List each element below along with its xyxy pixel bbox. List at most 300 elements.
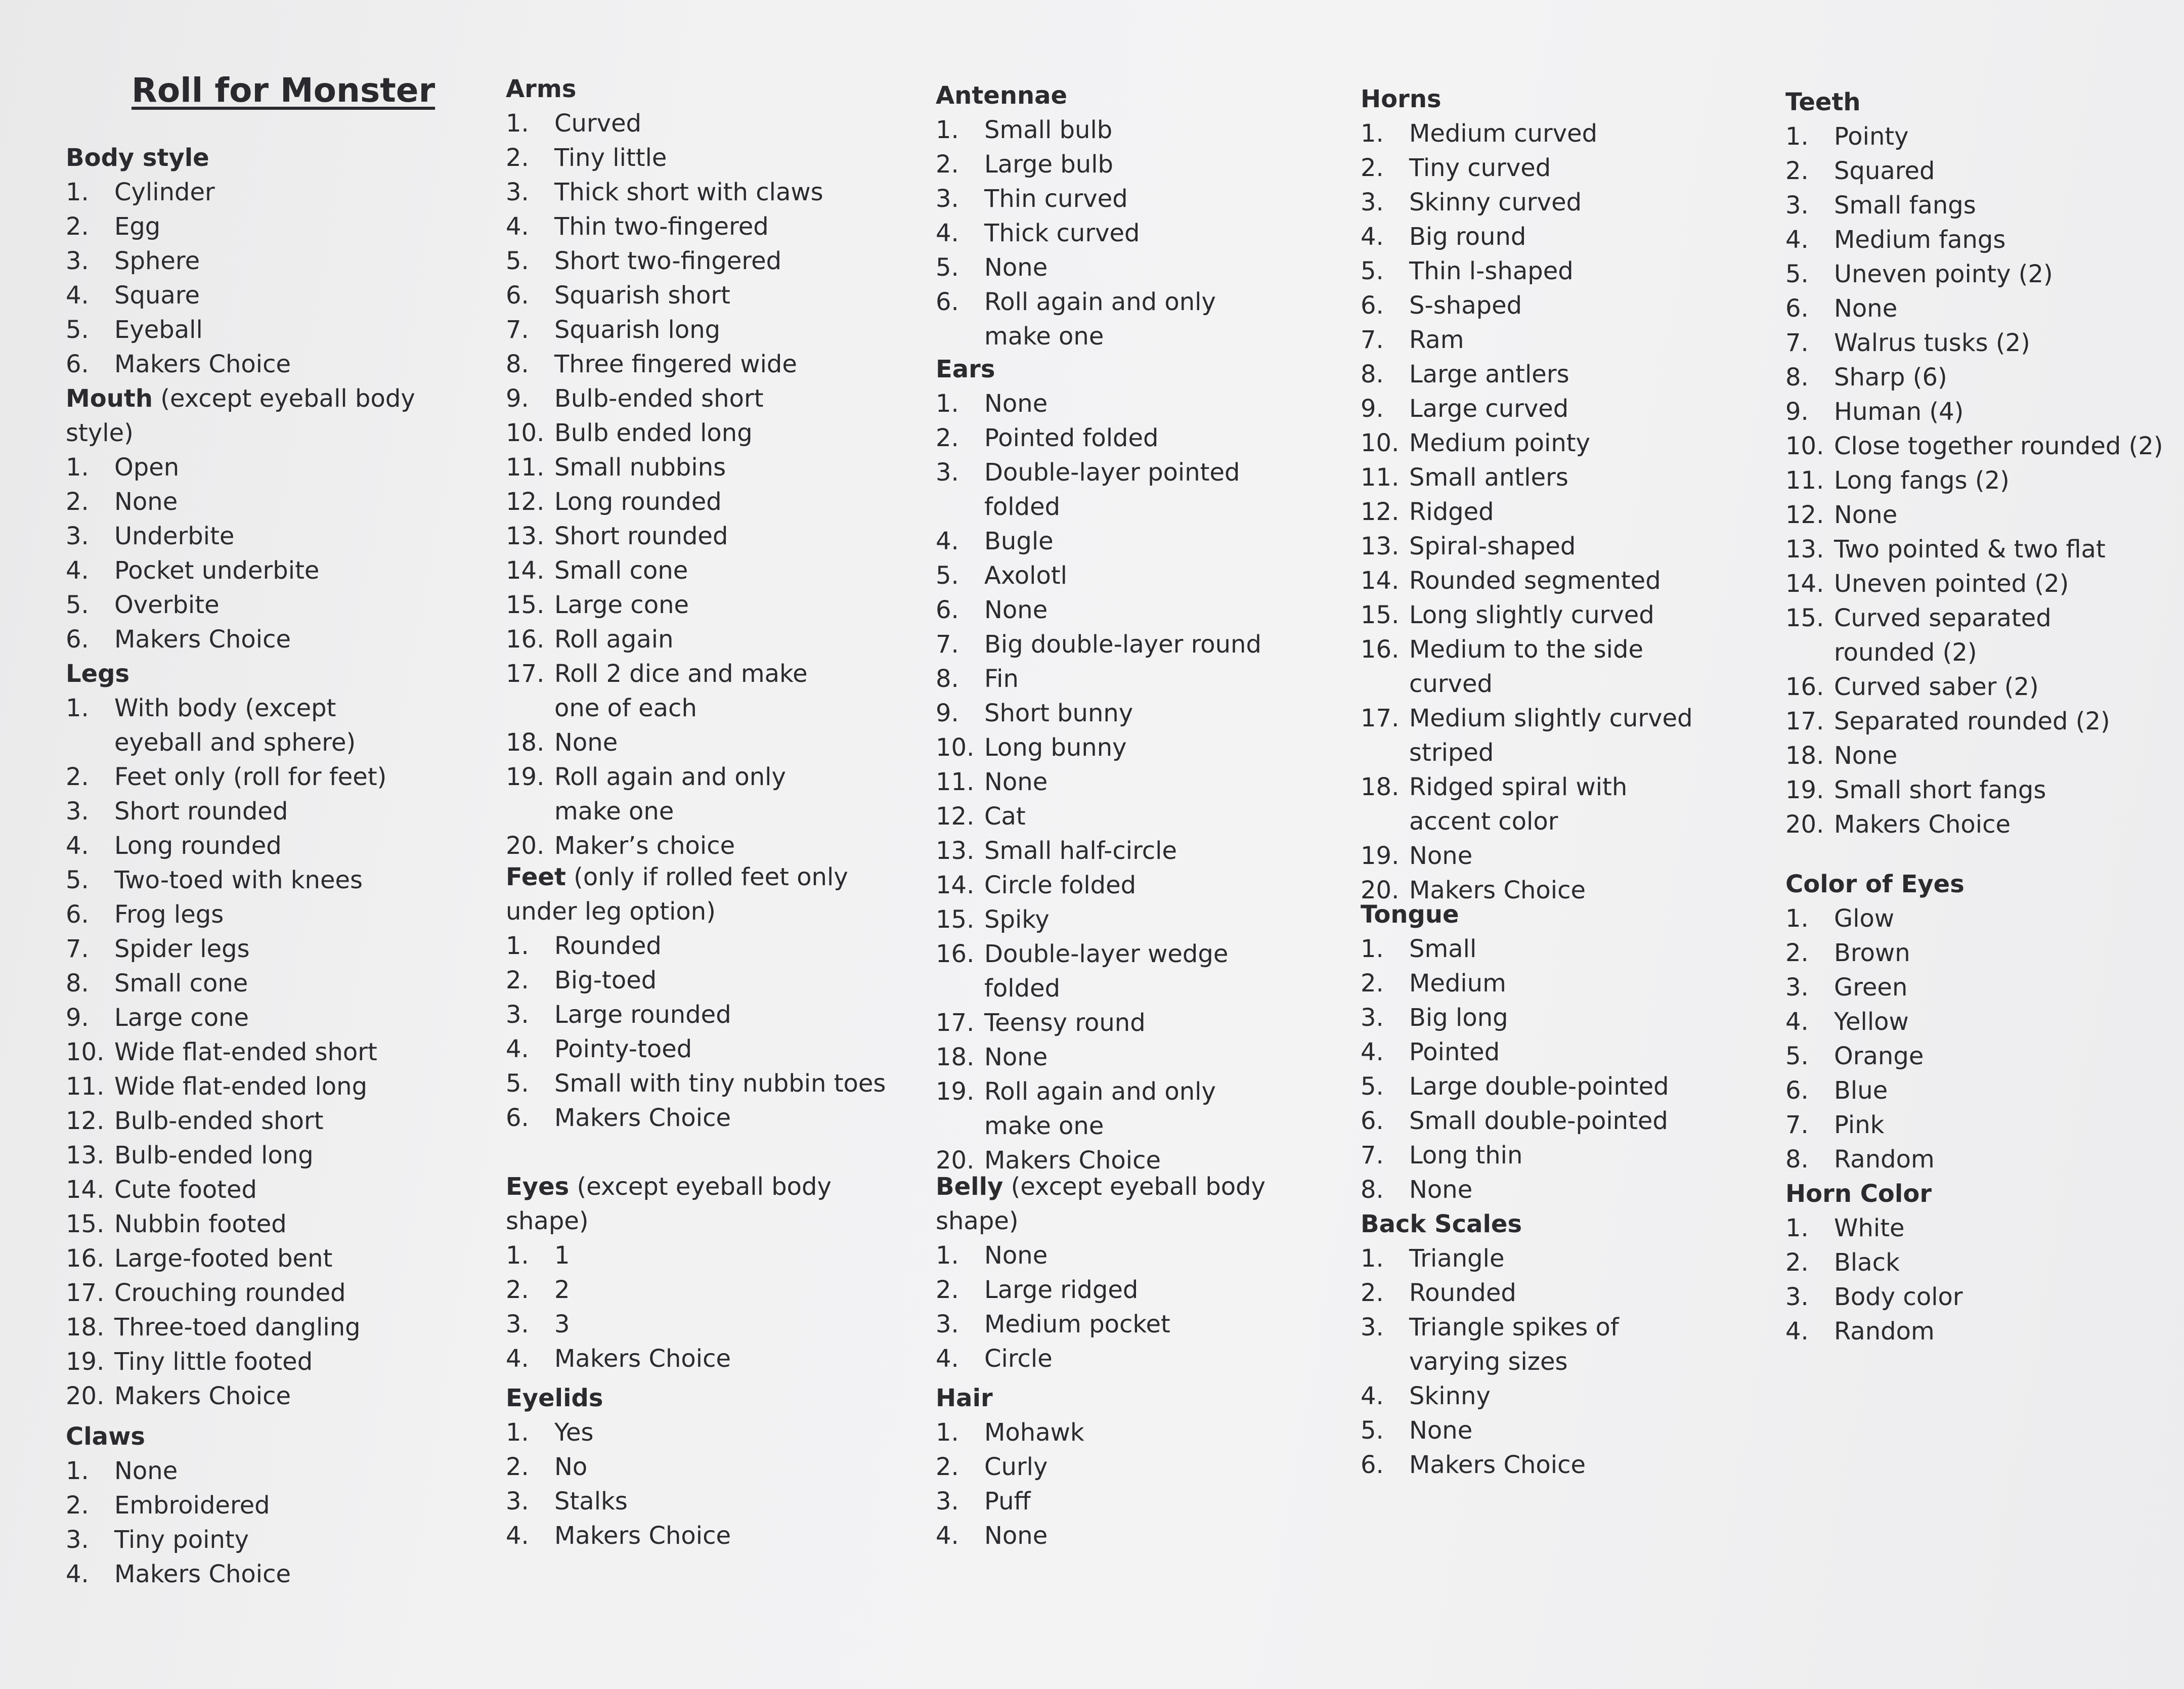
item-text: Long rounded: [554, 488, 722, 516]
item-text: Roll again and only make one: [984, 288, 1216, 351]
item-text: Small antlers: [1409, 463, 1568, 492]
column-1: [66, 0, 460, 1689]
list-item: [506, 1032, 921, 1066]
list-item: [1785, 601, 2127, 670]
list-item: [1361, 1413, 1780, 1448]
item-number: 2.: [1361, 1279, 1384, 1307]
item-text: Spiky: [984, 905, 1050, 934]
list-item: [1361, 220, 1780, 254]
item-number: 2.: [936, 424, 959, 452]
item-number: 2.: [506, 966, 529, 994]
item-number: 4.: [936, 1522, 959, 1550]
item-number: 6.: [1361, 1107, 1384, 1135]
item-text: Cat: [984, 802, 1026, 831]
list-item: [936, 834, 1356, 868]
item-number: 1.: [506, 932, 529, 960]
item-number: 10.: [1361, 429, 1400, 457]
item-number: 3.: [1361, 1313, 1384, 1341]
item-text: Curved separated rounded (2): [1834, 604, 2051, 667]
item-number: 8.: [1361, 1176, 1384, 1204]
list-item: [1785, 739, 2180, 773]
item-text: Skinny: [1409, 1382, 1491, 1410]
list-item: [506, 244, 921, 278]
item-text: Wide flat-ended long: [114, 1072, 368, 1101]
item-text: Orange: [1834, 1042, 1924, 1070]
list-item: [506, 1066, 903, 1101]
list-item: [936, 1415, 1356, 1450]
item-text: Spider legs: [114, 935, 250, 963]
list-item: [936, 1519, 1356, 1553]
item-text: Big-toed: [554, 966, 657, 994]
item-text: S-shaped: [1409, 291, 1522, 320]
item-text: Yellow: [1834, 1008, 1909, 1036]
heading-label: Antennae: [936, 81, 1068, 110]
item-text: Large double-pointed: [1409, 1072, 1669, 1101]
item-text: With body (except eyeball and sphere): [114, 694, 356, 757]
item-text: Uneven pointy (2): [1834, 260, 2053, 288]
list-item: [506, 209, 921, 244]
item-number: 4.: [506, 1035, 529, 1063]
item-number: 10.: [66, 1038, 105, 1066]
item-text: Spiral-shaped: [1409, 532, 1576, 560]
item-text: Body color: [1834, 1283, 1963, 1311]
list-item: [66, 1523, 460, 1557]
item-text: Big double-layer round: [984, 630, 1261, 659]
list-item: [936, 627, 1356, 662]
item-text: Feet only (roll for feet): [114, 763, 387, 791]
item-text: Large cone: [114, 1004, 249, 1032]
list-item: [1785, 807, 2180, 842]
item-number: 1.: [1361, 119, 1384, 148]
list-item: [1361, 598, 1780, 632]
heading-label: Feet: [506, 863, 566, 891]
option-list: [936, 113, 1356, 354]
item-number: 19.: [66, 1348, 105, 1376]
section-heading: [936, 352, 1356, 386]
item-number: 18.: [1361, 773, 1400, 801]
item-number: 13.: [66, 1141, 105, 1170]
list-item: [506, 1307, 921, 1341]
item-number: 4.: [936, 527, 959, 555]
option-list: [66, 1454, 460, 1591]
item-text: 3: [554, 1310, 570, 1338]
list-item: [936, 421, 1356, 455]
item-text: Short rounded: [114, 797, 288, 826]
item-text: Yes: [554, 1418, 594, 1447]
item-number: 2.: [1785, 157, 1809, 185]
item-number: 2.: [1785, 939, 1809, 967]
item-number: 18.: [506, 728, 545, 757]
section-arms: [506, 72, 921, 863]
item-text: Small cone: [114, 969, 248, 998]
item-text: Teensy round: [984, 1009, 1146, 1037]
item-number: 20.: [1785, 810, 1824, 839]
list-item: [1785, 704, 2180, 739]
item-number: 5.: [936, 561, 959, 590]
item-number: 6.: [1785, 1076, 1809, 1105]
list-item: [1785, 360, 2180, 395]
list-item: [1361, 1035, 1780, 1069]
list-item: [936, 730, 1356, 765]
heading-label: Eyelids: [506, 1384, 603, 1412]
list-item: [66, 863, 460, 897]
item-number: 10.: [936, 733, 975, 762]
item-number: 12.: [66, 1107, 105, 1135]
list-item: [1785, 936, 2180, 970]
list-item: [506, 929, 921, 963]
list-item: [936, 868, 1356, 902]
item-number: 9.: [1361, 395, 1384, 423]
list-item: [1361, 1241, 1780, 1276]
item-number: 7.: [66, 935, 89, 963]
section-heading: [936, 1381, 1356, 1415]
list-item: [506, 278, 921, 313]
item-text: Nubbin footed: [114, 1210, 287, 1238]
item-number: 1.: [66, 453, 89, 482]
item-number: 15.: [1361, 601, 1400, 629]
item-text: Mohawk: [984, 1418, 1084, 1447]
heading-label: Hair: [936, 1384, 993, 1412]
item-text: Sphere: [114, 247, 200, 275]
item-number: 20.: [506, 832, 545, 860]
item-number: 5.: [506, 247, 529, 275]
item-text: Pink: [1834, 1111, 1885, 1139]
item-text: Thick short with claws: [554, 178, 823, 206]
list-item: [506, 998, 921, 1032]
section-belly: [936, 1170, 1356, 1376]
list-item: [936, 593, 1356, 627]
item-text: None: [1834, 742, 1898, 770]
option-list: [506, 929, 921, 1135]
item-text: Double-layer wedge folded: [984, 940, 1229, 1003]
list-item: [936, 524, 1356, 558]
section-heading: [506, 1381, 921, 1415]
item-text: Fin: [984, 665, 1019, 693]
item-number: 3.: [936, 185, 959, 213]
list-item: [506, 657, 838, 725]
list-item: [936, 250, 1356, 285]
heading-label: Mouth: [66, 384, 153, 413]
list-item: [1361, 966, 1780, 1001]
item-number: 1.: [506, 1241, 529, 1270]
list-item: [66, 1310, 460, 1345]
item-number: 8.: [506, 350, 529, 378]
item-text: Bulb-ended long: [114, 1141, 314, 1170]
item-text: Long rounded: [114, 832, 282, 860]
item-text: None: [984, 1043, 1048, 1071]
heading-label: Ears: [936, 355, 995, 383]
item-text: Big round: [1409, 223, 1526, 251]
item-text: Long thin: [1409, 1141, 1523, 1170]
item-number: 17.: [1785, 707, 1824, 735]
item-number: 4.: [1361, 223, 1384, 251]
item-number: 5.: [1361, 1416, 1384, 1445]
item-number: 5.: [1361, 1072, 1384, 1101]
option-list: [936, 1415, 1356, 1553]
item-number: 5.: [506, 1069, 529, 1098]
list-item: [1785, 395, 2180, 429]
item-number: 3.: [1785, 191, 1809, 220]
list-item: [66, 347, 460, 381]
item-number: 1.: [1785, 1214, 1809, 1242]
list-item: [936, 182, 1356, 216]
item-number: 16.: [506, 625, 545, 654]
item-number: 1.: [66, 178, 89, 206]
heading-label: Teeth: [1785, 88, 1861, 116]
list-item: [66, 450, 460, 485]
list-item: [1785, 119, 2180, 154]
item-text: Long fangs (2): [1834, 466, 2010, 495]
item-number: 3.: [1785, 973, 1809, 1002]
list-item: [506, 381, 921, 416]
item-number: 19.: [1785, 776, 1824, 804]
list-item: [1785, 429, 2184, 463]
item-text: Long bunny: [984, 733, 1127, 762]
list-item: [936, 113, 1356, 147]
list-item: [936, 765, 1356, 799]
item-number: 13.: [936, 837, 975, 865]
list-item: [1785, 1280, 2180, 1314]
item-number: 12.: [506, 488, 545, 516]
item-text: Two-toed with knees: [114, 866, 363, 894]
heading-note: (except eyeball body style): [66, 384, 415, 447]
item-text: Double-layer pointed folded: [984, 458, 1240, 521]
item-number: 6.: [506, 1104, 529, 1132]
item-text: Large curved: [1409, 395, 1569, 423]
item-text: Short rounded: [554, 522, 728, 550]
item-number: 5.: [66, 866, 89, 894]
heading-note: (except eyeball body shape): [936, 1173, 1266, 1235]
item-text: Ridged: [1409, 498, 1494, 526]
list-item: [1361, 357, 1780, 392]
item-text: Makers Choice: [984, 1146, 1161, 1175]
list-item: [1361, 529, 1780, 564]
item-number: 13.: [1361, 532, 1400, 560]
item-text: Makers Choice: [1409, 1451, 1586, 1479]
item-number: 18.: [66, 1313, 105, 1341]
section-heading: [66, 141, 460, 175]
section-heading: [936, 78, 1356, 113]
item-text: Small nubbins: [554, 453, 726, 482]
item-number: 16.: [66, 1244, 105, 1273]
item-text: Brown: [1834, 939, 1910, 967]
item-text: Medium to the side curved: [1409, 635, 1644, 698]
section-antennae: [936, 78, 1356, 354]
section-heading: [1785, 85, 2180, 119]
item-number: 15.: [1785, 604, 1824, 632]
list-item: [1785, 567, 2180, 601]
option-list: [1785, 901, 2180, 1177]
item-text: Short bunny: [984, 699, 1133, 727]
item-text: Medium pointy: [1409, 429, 1591, 457]
list-item: [506, 1238, 921, 1273]
list-item: [1361, 1069, 1780, 1104]
item-text: None: [984, 768, 1048, 796]
list-item: [936, 1450, 1356, 1484]
item-text: Puff: [984, 1487, 1031, 1515]
list-item: [1785, 970, 2180, 1005]
item-number: 8.: [1785, 363, 1809, 392]
item-text: Ridged spiral with accent color: [1409, 773, 1628, 836]
heading-label: Body style: [66, 144, 209, 172]
item-text: None: [554, 728, 618, 757]
item-number: 20.: [936, 1146, 975, 1175]
list-item: [506, 622, 921, 657]
item-number: 4.: [1785, 226, 1809, 254]
list-item: [506, 1273, 921, 1307]
item-number: 2.: [66, 763, 89, 791]
section-eyelids: [506, 1381, 921, 1553]
item-number: 5.: [1361, 257, 1384, 285]
item-number: 1.: [1785, 122, 1809, 151]
item-text: Makers Choice: [114, 350, 291, 378]
item-text: Big long: [1409, 1004, 1508, 1032]
list-item: [936, 1238, 1356, 1273]
item-number: 4.: [66, 556, 89, 585]
item-number: 7.: [1361, 326, 1384, 354]
item-number: 2.: [936, 1453, 959, 1481]
list-item: [66, 691, 377, 760]
list-item: [1361, 1276, 1780, 1310]
list-item: [66, 829, 460, 863]
list-item: [1785, 1245, 2180, 1280]
item-text: Large rounded: [554, 1001, 731, 1029]
item-text: Bulb ended long: [554, 419, 753, 447]
list-item: [936, 1074, 1268, 1143]
item-text: Short two-fingered: [554, 247, 782, 275]
list-item: [506, 416, 921, 450]
list-item: [66, 1173, 460, 1207]
item-text: Medium: [1409, 969, 1506, 998]
list-item: [1361, 1001, 1780, 1035]
list-item: [1785, 498, 2180, 532]
list-item: [936, 1040, 1356, 1074]
item-number: 16.: [1785, 673, 1824, 701]
list-item: [1785, 1142, 2180, 1177]
item-number: 5.: [936, 253, 959, 282]
item-text: Open: [114, 453, 180, 482]
section-heading: [1361, 1207, 1780, 1241]
list-item: [1361, 116, 1780, 151]
item-number: 3.: [506, 1487, 529, 1515]
list-item: [66, 553, 460, 588]
item-text: Blue: [1834, 1076, 1888, 1105]
heading-note: (except eyeball body shape): [506, 1173, 832, 1235]
list-item: [1361, 632, 1713, 701]
item-text: Three fingered wide: [554, 350, 797, 378]
item-text: Axolotl: [984, 561, 1067, 590]
item-number: 4.: [506, 1522, 529, 1550]
list-item: [66, 1001, 460, 1035]
list-item: [66, 1345, 460, 1379]
item-number: 12.: [936, 802, 975, 831]
section-heading: [506, 1170, 850, 1238]
item-number: 14.: [66, 1176, 105, 1204]
item-text: Pocket underbite: [114, 556, 320, 585]
item-number: 11.: [66, 1072, 105, 1101]
item-text: Ram: [1409, 326, 1464, 354]
item-text: None: [114, 1457, 178, 1485]
item-text: None: [1409, 1416, 1473, 1445]
section-heading: [1361, 897, 1780, 932]
list-item: [1785, 223, 2180, 257]
item-text: Long slightly curved: [1409, 601, 1654, 629]
list-item: [66, 313, 460, 347]
item-number: 11.: [936, 768, 975, 796]
list-item: [1361, 1310, 1692, 1379]
item-text: Medium curved: [1409, 119, 1598, 148]
item-text: Makers Choice: [554, 1104, 731, 1132]
item-text: Triangle spikes of varying sizes: [1409, 1313, 1619, 1376]
item-number: 8.: [1785, 1145, 1809, 1174]
item-number: 5.: [1785, 1042, 1809, 1070]
item-number: 1.: [506, 109, 529, 138]
item-text: Embroidered: [114, 1491, 270, 1520]
list-item: [1785, 532, 2180, 567]
section-body-style: [66, 141, 460, 381]
item-number: 3.: [506, 1001, 529, 1029]
item-number: 14.: [1785, 570, 1824, 598]
option-list: [936, 1238, 1356, 1376]
item-number: 4.: [506, 1345, 529, 1373]
item-number: 14.: [506, 556, 545, 585]
item-number: 12.: [1361, 498, 1400, 526]
item-number: 1.: [936, 1241, 959, 1270]
item-text: Thick curved: [984, 219, 1140, 247]
item-text: Makers Choice: [1409, 876, 1586, 904]
item-text: Circle: [984, 1345, 1053, 1373]
list-item: [506, 1101, 921, 1135]
item-text: Large ridged: [984, 1276, 1139, 1304]
item-number: 9.: [936, 699, 959, 727]
item-text: Squarish short: [554, 281, 730, 310]
list-item: [66, 760, 460, 794]
list-item: [936, 386, 1356, 421]
list-item: [936, 1006, 1356, 1040]
item-number: 16.: [1361, 635, 1400, 664]
item-text: Overbite: [114, 591, 220, 619]
item-text: Frog legs: [114, 900, 224, 929]
item-number: 20.: [1361, 876, 1400, 904]
heading-label: Legs: [66, 660, 130, 688]
item-number: 2.: [66, 1491, 89, 1520]
item-text: Sharp (6): [1834, 363, 1947, 392]
list-item: [1361, 323, 1780, 357]
list-item: [936, 147, 1356, 182]
item-text: Makers Choice: [114, 625, 291, 654]
list-item: [1361, 185, 1780, 220]
list-item: [936, 696, 1356, 730]
list-item: [506, 450, 921, 485]
item-number: 14.: [1361, 567, 1400, 595]
list-item: [66, 175, 460, 209]
item-text: Curly: [984, 1453, 1048, 1481]
item-text: Rounded: [554, 932, 662, 960]
section-heading: [66, 381, 460, 450]
item-number: 4.: [66, 281, 89, 310]
item-text: Roll again and only make one: [554, 763, 786, 826]
list-item: [936, 285, 1268, 354]
item-text: Makers Choice: [554, 1522, 731, 1550]
list-item: [1785, 1314, 2180, 1349]
item-number: 11.: [1361, 463, 1400, 492]
section-back-scales: [1361, 1207, 1780, 1482]
item-number: 3.: [66, 522, 89, 550]
item-number: 3.: [936, 1487, 959, 1515]
item-number: 20.: [66, 1382, 105, 1410]
item-number: 6.: [1361, 1451, 1384, 1479]
list-item: [66, 1488, 460, 1523]
